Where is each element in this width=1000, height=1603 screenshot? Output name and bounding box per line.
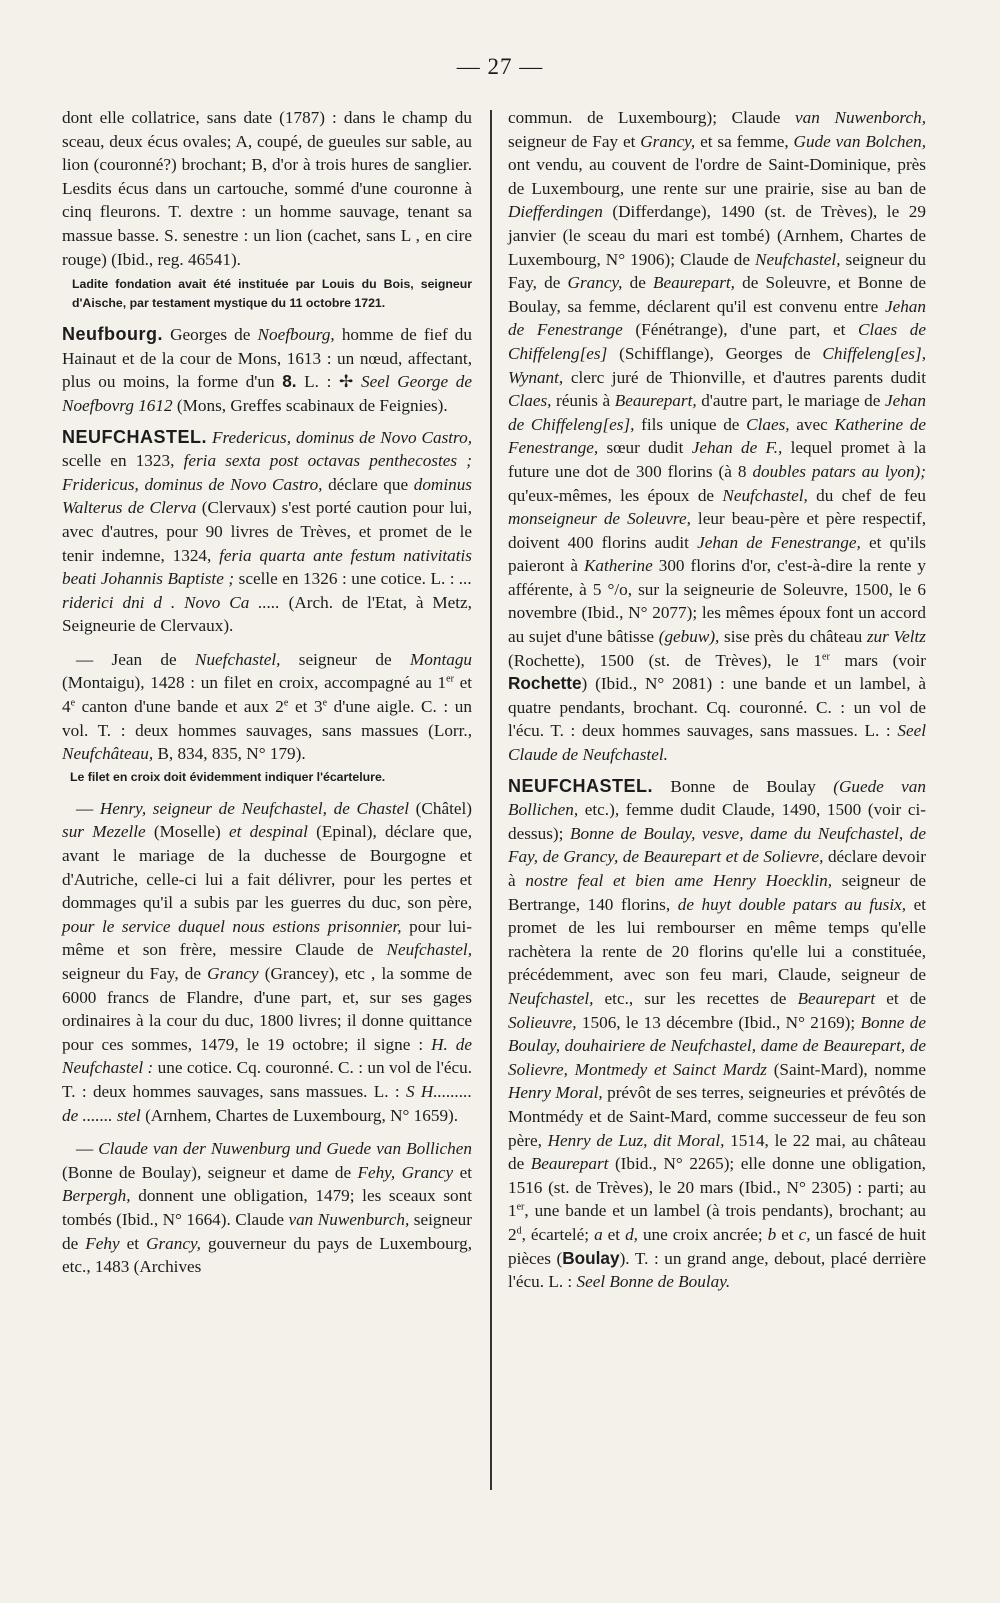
text: et [119, 1233, 147, 1253]
footnote-fondation: Ladite fondation avait été instituée par Louis du Bois, seigneur d'Aische, par testament mystique du 11 octobre 1721. [72, 277, 472, 311]
text: scelle en 1323, [62, 451, 184, 471]
entry-neufchastel-frederic [62, 426, 472, 638]
text: Nuefchastel, [195, 649, 281, 669]
text: Grancy [207, 964, 259, 983]
text: ). T. : un grand ange, debout, placé derrière l'écu. L. : [508, 1248, 926, 1292]
text: — [76, 1139, 99, 1159]
text: Neufchastel, [722, 485, 808, 505]
text: qu'eux-mêmes, les époux de [508, 485, 723, 505]
text: Neufchastel, [755, 249, 841, 269]
signature: H. de Neufchastel : [62, 1034, 472, 1078]
text: etc.), femme dudit Claude, 1490, 1500 (voir ci-dessus); [508, 800, 926, 843]
text: van Nuwenborch, [795, 108, 926, 127]
text: Katherine de Fenestrange, [508, 414, 927, 458]
text: Grancy, [146, 1233, 201, 1253]
text: de [622, 273, 654, 293]
seal-legend: ... riderici dni d . Novo Ca ..... [62, 569, 473, 612]
text: Chiffeleng[es], Wynant, [508, 343, 926, 387]
text: Montagu [409, 649, 473, 669]
text: d'autre part, le mariage de [696, 391, 885, 411]
text: de Soleuvre, et Bonne de Boulay, sa femme, déclarent qu'il est convenu entre [508, 273, 926, 316]
text: (Arnhem, Chartes de Luxembourg, N° 1659). [140, 1105, 459, 1125]
text: Bonne de Boulay [653, 776, 834, 796]
superscript: er [516, 1201, 525, 1213]
text: (gebuw), [658, 627, 720, 647]
seal-legend: S H......... de ....... stel [62, 1081, 472, 1125]
text: et [602, 1224, 626, 1244]
superscript: er [822, 650, 830, 662]
text: — Jean de [76, 649, 195, 669]
text: (Differdange), 1490 (st. de Trèves), le 29 janvier (le sceau du mari est tombé) (Arnhem, Chartes de Luxembourg, N° 1906); Claude de [508, 202, 926, 269]
text: Gude van Bolchen, [793, 131, 926, 151]
text: Jehan de F., [691, 438, 783, 458]
text: b [767, 1224, 777, 1244]
entry-henry-de-neufchastel [62, 797, 472, 1127]
text: (Arch. de l'Etat, à Metz, Seigneurie de Clervaux). [62, 592, 472, 636]
text: (Mons, Greffes scabinaux de Feignies). [172, 395, 448, 415]
text: zur Veltz [866, 627, 926, 647]
text: donnent une obligation, 1479; les sceaux sont tombés (Ibid., N° 1664). Claude [62, 1186, 472, 1229]
text: dominus Walterus de Clerva [62, 474, 472, 518]
text: déclare que [322, 474, 414, 494]
entry-title-neufbourg: Neufbourg. [62, 324, 163, 345]
text: sur Mezelle [62, 822, 146, 842]
text: seigneur de [280, 649, 410, 669]
text: (Montaigu), 1428 : un filet en croix, accompagné au 1 [62, 673, 447, 693]
text: (Saint-Mard), nomme [766, 1059, 926, 1079]
figure-8: 8. [282, 371, 297, 392]
text: seigneur de Fay et [508, 131, 641, 151]
text: Beaurepart [530, 1154, 609, 1174]
superscript: e [322, 697, 328, 709]
text: seigneur de [62, 1209, 472, 1253]
text: prévôt de ses terres, seigneuries et prévôtés de Montmédy et de Saint-Mard, comme successeur de feu son père, [508, 1083, 927, 1150]
text: homme de fief du Hainaut et de la cour de Mons, 1613 : un nœud, affectant, plus ou moins, la forme d'un [62, 325, 472, 392]
text: seigneur du Fay, de [508, 249, 926, 293]
superscript: e [70, 697, 76, 709]
text: Katherine [583, 556, 653, 576]
text: Fehy, Grancy [357, 1162, 454, 1182]
superscript: e [283, 697, 289, 709]
text: van Nuwenburch, [288, 1209, 410, 1229]
text: leur beau-père et père respectif, doivent 400 florins audit [508, 509, 926, 552]
right-column [508, 106, 926, 1294]
text: de huyt double patars au fusix, [677, 894, 907, 914]
text: (Epinal), déclare que, avant le mariage de la duchesse de Bourgogne et d'Autriche, celle-ci lui a fait délivrer, pour les pertes et dommages qu'il a subis par les guerres du duc, son père, [62, 822, 472, 913]
text: et 4 [62, 673, 472, 717]
text: doubles patars au lyon); [752, 461, 926, 481]
superscript: er [446, 673, 454, 685]
text: et [776, 1224, 799, 1244]
text: et promet de les lui rembourser en même temps qu'elle rachètera la rente de 20 florins qu'elle lui a constituée, précédemment, avec son feu mari, Claude, seigneur de [508, 894, 927, 985]
text: Henry, seigneur de Neufchastel, de Chastel [99, 798, 410, 818]
text: Fehy [85, 1233, 120, 1253]
text: etc., sur les recettes de [593, 988, 798, 1008]
text: (Bonne de Boulay), seigneur et dame de [62, 1162, 358, 1182]
text: Claes de Chiffeleng[es] [508, 320, 927, 363]
text: sise près du château [719, 627, 867, 647]
left-column [62, 106, 472, 1279]
seal-legend: Seel Bonne de Boulay. [576, 1272, 731, 1292]
seal-legend: Seel George de Noefbovrg 1612 [62, 372, 472, 415]
text: gouverneur du pays de Luxembourg, etc., 1483 (Archives [62, 1233, 473, 1277]
text: (Fénétrange), d'une part, et [622, 320, 858, 340]
text: et despinal [229, 822, 308, 842]
cross-reference-rochette: Rochette [508, 673, 582, 694]
text: un fascé de huit pièces ( [508, 1224, 926, 1268]
name: Noefbourg, [257, 325, 335, 345]
text: d'une aigle. C. : un vol. T. : deux hommes sauvages, sans massues (Lorr., [62, 697, 472, 740]
text: Neufchastel, [386, 940, 472, 960]
entry-neufbourg [62, 323, 472, 417]
text: déclare devoir à [508, 847, 926, 890]
text: et qu'ils paieront à [508, 532, 926, 576]
text: (Châtel) [409, 798, 472, 818]
text: fils unique de [634, 414, 747, 434]
text: Solieuvre, [508, 1012, 577, 1032]
text: feria sexta post octavas penthecostes ; Fridericus, dominus de Novo Castro, [62, 451, 472, 494]
text: Fredericus, dominus de Novo Castro, [207, 427, 472, 447]
text: une croix ancrée; [637, 1224, 768, 1244]
text: avec [789, 414, 835, 434]
text: Jehan de Chiffeleng[es], [508, 391, 926, 434]
text: (Grancey), etc , la somme de 6000 francs de Flandre, d'une part, et, sur ses gages ordinaires à la cour du duc, 1800 livres; il donne quittance pour ces sommes, 1479, le 19 octobre; il signe : [62, 964, 472, 1054]
text: Henry de Luz, dit Moral, [547, 1130, 725, 1150]
text: Beaurepart, [614, 391, 697, 411]
text: Jehan de Fenestrange [508, 296, 926, 340]
text: pour le service duquel nous estions prisonnier, [62, 916, 402, 936]
text: Berpergh, [62, 1186, 131, 1206]
text: une cotice. Cq. couronné. C. : un vol de l'écu. T. : deux hommes sauvages, sans massues. L. : [62, 1058, 472, 1101]
text: Grancy, [640, 131, 696, 151]
seal-legend: Seel Claude de Neufchastel. [508, 721, 926, 765]
entry-title-neufchastel: NEUFCHASTEL. [62, 426, 207, 447]
text: Jehan de Fenestrange, [697, 532, 861, 552]
text: (Guede van Bollichen, [508, 776, 926, 820]
text: 1506, le 13 décembre (Ibid., N° 2169); [576, 1012, 861, 1032]
text: (Rochette), 1500 (st. de Trèves), le 1 [508, 650, 822, 670]
text: seigneur de Bertrange, 140 florins, [508, 871, 926, 914]
text: commun. de Luxembourg); Claude [508, 108, 795, 127]
paragraph-continuation: dont elle collatrice, sans date (1787) : dans le champ du sceau, deux écus ovales; A, coupé, de gueules sur sable, au lion (couronné?) brochant; B, d'or à trois hures de sanglier. Lesdits écus dans un cartouche, sommé d'une couronne à cinq fleurons. T. dextre : un homme sauvage, tenant sa massue basse. S. senestre : un lion (cachet, sans L , en cire rouge) (Ibid., reg. 46541). [62, 108, 472, 269]
text: réunis à [551, 391, 615, 411]
text: du chef de feu [807, 485, 927, 505]
paragraph-claude-continued [508, 106, 926, 767]
text: ) (Ibid., N° 2081) : une bande et un lambel, à quatre pendants, brochant. Cq. couronné. C. : un vol de l'écu. T. : deux hommes sauvages, sans massues. L. : [508, 674, 926, 741]
text: Diefferdingen [508, 202, 603, 222]
text: , une bande et un lambel (à trois pendants), brochant; au 2 [508, 1201, 926, 1244]
text: pour lui-même et son frère, messire Claude de [62, 916, 473, 960]
text: et 3 [288, 697, 323, 717]
text: Claude van der Nuwenburg und Guede van Bollichen [98, 1139, 472, 1159]
entry-claude-van-der-nuwenburg [62, 1137, 472, 1279]
text: mars (voir [829, 650, 927, 670]
entry-title-neufchastel-2: NEUFCHASTEL. [508, 775, 653, 796]
text: Georges de [163, 325, 258, 345]
text: scelle en 1326 : une cotice. L. : [234, 569, 460, 589]
text: lequel promet à la future une dot de 300 florins (à 8 [508, 438, 927, 481]
superscript: d [516, 1225, 522, 1237]
text: nostre feal et bien ame Henry Hoecklin, [525, 871, 833, 890]
text: (Schifflange), Georges de [607, 343, 823, 363]
text: Claes, [508, 391, 552, 411]
text: Beaurepart [797, 988, 876, 1008]
text: Neufchâteau, [62, 744, 154, 764]
text: , écartelé; [521, 1224, 595, 1244]
text: Bonne de Boulay, douhairiere de Neufchastel, dame de Beaurepart, de Solievre, Montmedy et Sainct Mardz [508, 1012, 926, 1079]
text: 300 florins d'or, c'est-à-dire la rente y afférente, à 5 °/o, sur la seigneurie de Soleuvre, 1500, le 6 novembre (Ibid., N° 2077); les mêmes époux font un accord au sujet d'une bâtisse [508, 556, 927, 647]
text: (Clervaux) s'est porté caution pour lui, avec d'autres, pour 90 livres de Trèves, et promet de le tenir indemne, 1324, [62, 498, 473, 565]
text: et [453, 1162, 473, 1182]
text: ont vendu, au couvent de l'ordre de Saint-Dominique, près de Luxembourg, une rente sur une prairie, sise au ban de [508, 155, 926, 198]
text: 1514, le 22 mai, au château de [508, 1130, 926, 1174]
text: Claes, [746, 414, 790, 434]
text: sœur dudit [598, 438, 692, 458]
text: Beaurepart, [653, 273, 735, 293]
text: — [76, 798, 100, 818]
text: Bonne de Boulay, vesve, dame du Neufchastel, de Fay, de Grancy, de Beaurepart et de Solievre, [508, 823, 926, 867]
page-number: — 27 — [456, 54, 544, 79]
text: a [594, 1224, 603, 1244]
text: Henry Moral, [508, 1083, 603, 1103]
entry-jean-de-nuefchastel [62, 648, 472, 766]
text: c, [798, 1224, 811, 1244]
text: Neufchastel, [508, 988, 594, 1008]
text: B, 834, 835, N° 179). [153, 744, 306, 764]
text: (Ibid., N° 2265); elle donne une obligation, 1516 (st. de Trèves), le 20 mars (Ibid., N° 2305) : parti; au 1 [508, 1154, 926, 1221]
cross-reference-boulay: Boulay [562, 1247, 620, 1268]
text: (Moselle) [145, 822, 229, 842]
text: et de [875, 988, 926, 1008]
text: canton d'une bande et aux 2 [75, 697, 284, 717]
text: feria quarta ante festum nativitatis beati Johannis Baptiste ; [62, 545, 472, 589]
text: Grancy, [567, 273, 623, 293]
column-divider [490, 110, 492, 1490]
text: clerc juré de Thionville, et d'autres parents dudit [563, 367, 926, 387]
text: L. : ✢ [296, 372, 361, 392]
entry-neufchastel-bonne [508, 775, 926, 1294]
text: monseigneur de Soleuvre, [508, 509, 691, 529]
text: seigneur du Fay, de [62, 964, 208, 983]
text: et sa femme, [695, 131, 794, 151]
text: d, [625, 1224, 638, 1244]
footnote-filet: Le filet en croix doit évidemment indiquer l'écartelure. [70, 769, 386, 784]
